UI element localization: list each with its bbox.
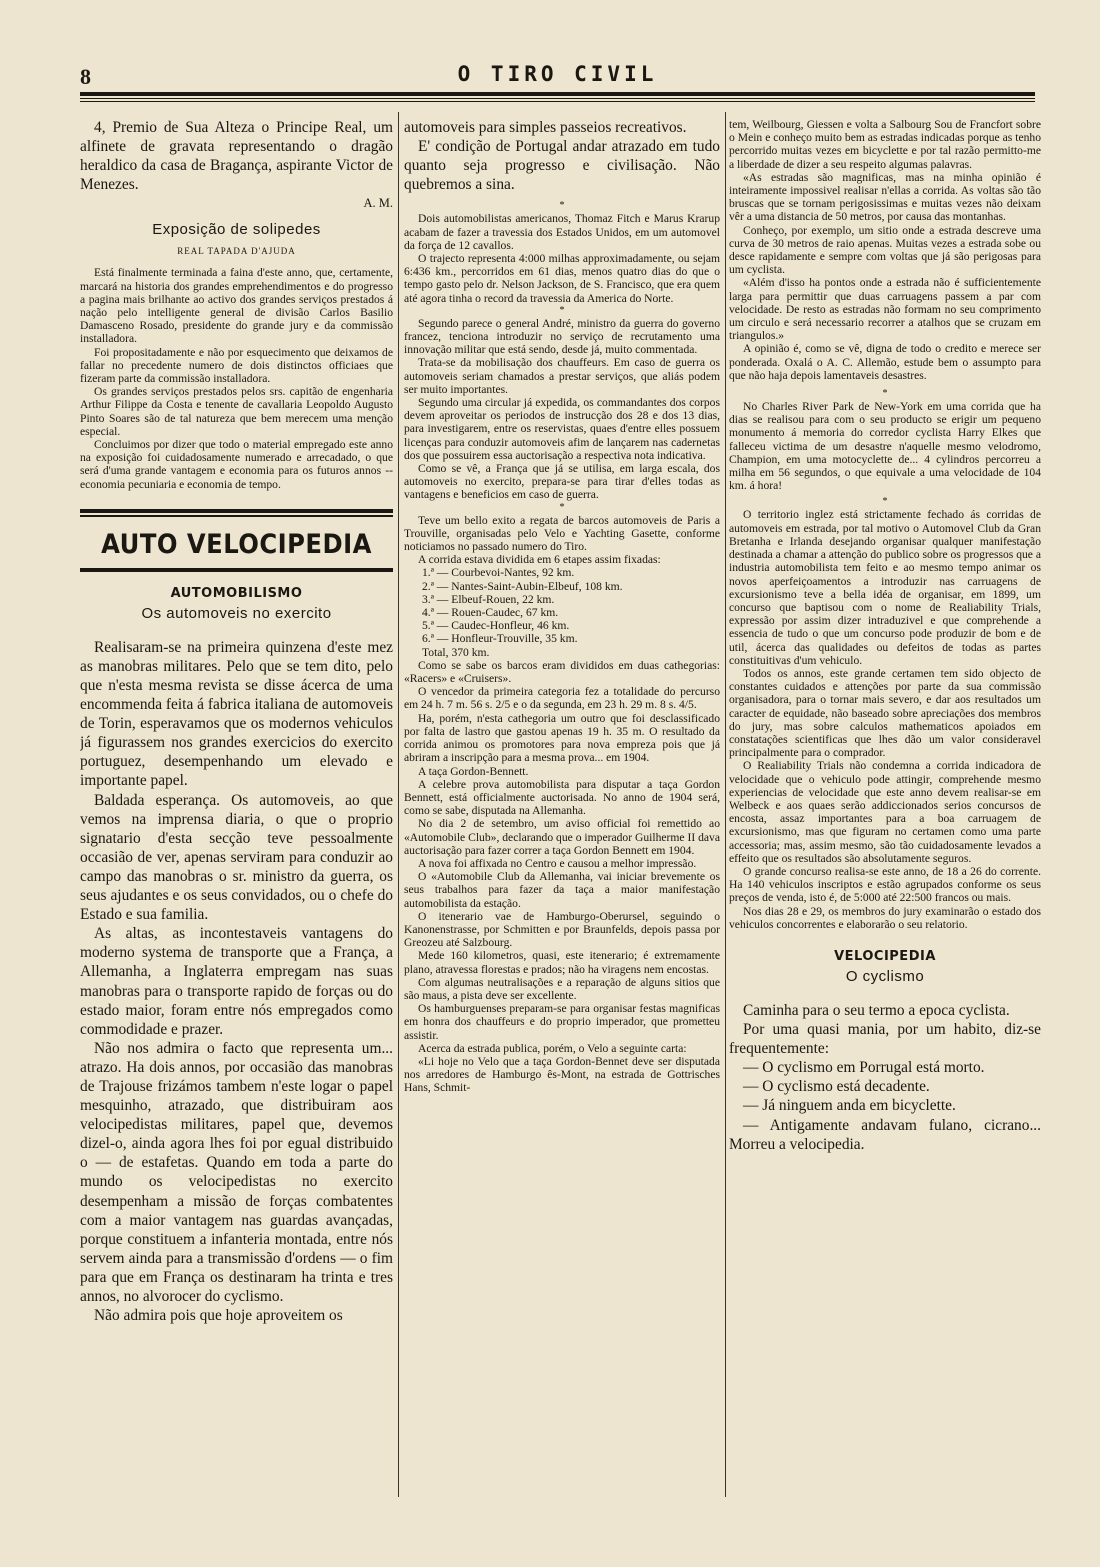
news-paragraph: O territorio inglez está strictamente fechado ás corridas de automoveis em estrada, por tal motivo o Automovel Club da Gran Bretanha e Irlanda desejando organisar qualquer manifestação destinada a chamar a attenção do publico sobre os progressos que a industria automobilista tem feito e ao mesmo tempo animar os novos aperfeiçoamentos a introduzir nas carruagens de excursionismo teve a bella idéa de organisar, em 1899, um concurso que baptisou com o nome de Realiability Trials, expressão por assim dizer intraduzivel e que comprehende a essencia de tudo o que um concurso pode produzir de bom e de util, ácerca das qualidades ou defeitos de todas as partes constituitivas d'um vehiculo. [729, 508, 1041, 667]
letter-paragraph: A opinião é, como se vê, digna de todo o credito e merece ser ponderada. Oxalá o A. C. Allemão, estude bem o assumpto para que não haja depois lamentaveis desastres. [729, 342, 1041, 382]
news-paragraph: O Realiability Trials não condemna a corrida indicadora de velocidade que o vehiculo pode attingir, comprehende mesmo experiencias de velocidade que este anno devem realisar-se em Welbeck e aos quaes serão addiccionados serios concursos de encosta, assaz importantes para a boa carruagem de excursionismo, mas que figuram no certamen como uma parte accessoria; mas, assim mesmo, são tão cuidadosamente levados a effeito que os resultados são absolutamente seguros. [729, 759, 1041, 865]
separator-star: * [882, 388, 888, 400]
column-3 [729, 118, 1041, 1513]
news-paragraph: A corrida estava dividida em 6 etapes assim fixadas: [418, 553, 661, 567]
news-paragraph: Os hamburguenses preparam-se para organisar festas magnificas em honra dos chauffeurs e do proprio imperador, que prometteu assistir. [404, 1002, 720, 1042]
stages-list [404, 566, 720, 658]
exposicao-paragraph: Foi propositadamente e não por esquecimento que deixamos de fallar no precedente numero de dois distinctos officiaes que fizeram parte da commissão installadora. [80, 345, 393, 385]
news-paragraph: Trata-se da mobilisação dos chauffeurs. Em caso de guerra os automoveis seriam chamados a prestar serviços, que aliás podem ser muito importantes. [404, 356, 720, 396]
article-title: Os automoveis no exercito [141, 604, 332, 622]
header-rule-thin-1 [80, 98, 1035, 99]
news-paragraph: Nos dias 28 e 29, os membros do jury examinarão o estado dos vehiculos concorrentes e elaborarão o seu relatorio. [729, 904, 1041, 931]
column-1 [80, 118, 393, 1513]
article-paragraph: E' condição de Portugal andar atrazado em tudo quanto seja progresso e civilisação. Não quebremos a sina. [404, 138, 720, 194]
stage-item: 5.ª — Caudec-Honfleur, 46 km. [422, 619, 570, 633]
news-paragraph: O vencedor da primeira categoria fez a totalidade do percurso em 24 h. 7 m. 56 s. 2/5 e o da segunda, em 23 h. 29 m. 8 s. 4/5. [404, 685, 720, 712]
news-paragraph: O grande concurso realisa-se este anno, de 18 a 26 do corrente. Ha 140 vehiculos inscriptos e estão agrupados conforme os seus preços de venda, isto é, de 5:000 até 22:500 francos ou mais. [729, 864, 1041, 905]
news-paragraph: A nova foi affixada no Centro e causou a melhor impressão. [418, 856, 697, 870]
news-paragraph: O itenerario vae de Hamburgo-Oberursel, seguindo o Kanonenstrasse, por Schmitten e por Braunfelds, depois passa por Greozeu até Salzbourg. [404, 909, 720, 950]
letter-paragraph: «As estradas são magnificas, mas na minha opinião é inteiramente impossivel realisar n'ellas a corrida. As voltas são tão bruscas que se tornam perigosissimas e muitas vezes não deixam vêr a uma distancia de 50 metros, por causa das montanhas. [729, 170, 1041, 224]
cyclismo-paragraph: Caminha para o seu termo a epoca cyclista. [743, 1001, 1010, 1019]
cyclismo-title: O cyclismo [845, 967, 925, 985]
signature: A. M. [363, 196, 393, 211]
news-paragraph: Todos os annos, este grande certamen tem sido objecto de constantes cuidados e attenções por parte da sua commissão organisadora, para o tornar mais severo, e dar aos resultados um caracter de equidade, não baseado sobre apreciações dos membros do jury, mas sobre calculos mathematicos apoiados em constatações scientificas que lhes dão um valor consideravel principalmente para o comprador. [729, 666, 1041, 760]
section-banner [80, 509, 393, 572]
news-paragraph: Com algumas neutralisações e a reparação de alguns sitios que são maus, a pista deve ser excellente. [404, 975, 720, 1002]
exposicao-subheading: REAL TAPADA D'AJUDA [177, 246, 296, 257]
news-paragraph: A taça Gordon-Bennett. [418, 764, 529, 778]
cyclismo-line: — O cyclismo em Porrugal está morto. [743, 1059, 985, 1077]
header-rule-thick [80, 92, 1035, 96]
cyclismo-line: — Antigamente andavam fulano, cicrano... Morreu a velocipedia. [729, 1116, 1041, 1153]
news-paragraph: Dois automobilistas americanos, Thomaz Fitch e Marus Krarup acabam de fazer a travessia dos Estados Unidos, em um automovel da força de 12 cavallos. [404, 212, 720, 252]
stage-item: 1.ª — Courbevoi-Nantes, 92 km. [422, 566, 575, 580]
news-paragraph: Ha, porém, n'esta cathegoria um outro que foi desclassificado por falta de lastro que gastou apenas 19 h. 35 m. O resultado da corrida animou os promotores para nova empreza pois que já abriram a inscripção para a mesma prova... em 1904. [404, 711, 720, 765]
column-2 [404, 118, 720, 1513]
letter-paragraph: «Além d'isso ha pontos onde a estrada não é sufficientemente larga para permittir que duas carruagens passem a par com velocidade. De resto as estradas não formam no seu comprimento um circulo e será necessario recorrer a atalhos que se cruzam em triangulos.» [729, 276, 1041, 343]
automobilismo-heading: AUTOMOBILISMO [170, 585, 303, 601]
news-paragraph: Como se vê, a França que já se utilisa, em larga escala, dos automoveis no exercito, prepara-se para tirar d'elles todas as vantagens e beneficios em caso de guerra. [404, 462, 720, 502]
column-divider-2 [725, 112, 726, 1497]
letter-paragraph: Conheço, por exemplo, um sitio onde a estrada descreve uma curva de 30 metros de raio apenas. Muitas vezes a estrada sobe ou desce rapidamente e sempre com voltas que já são perigosas para um cyclista. [729, 223, 1041, 277]
stage-item: 2.ª — Nantes-Saint-Aubin-Elbeuf, 108 km. [422, 579, 623, 593]
news-paragraph: A celebre prova automobilista para disputar a taça Gordon Bennett, está officialmente auctorisada. No anno de 1904 será, como se sabe, disputada na Allemanha. [404, 777, 720, 818]
stage-total: Total, 370 km. [422, 645, 490, 659]
letter-continuation: tem, Weilbourg, Giessen e volta a Salbourg Sou de Francfort sobre o Mein e conheço muito bem as estradas indicadas porque as tenho percorrido muitas vezes em bicyclette e por tal razão permitto-me a liberdade de dizer a seu respeito algumas palavras. [729, 118, 1041, 171]
news-paragraph: Segundo uma circular já expedida, os commandantes dos corpos devem aproveitar os periodos de instrucção dos 28 e dos 13 dias, para investigarem, entre os reservistas, quaes d'entre elles possuem licenças para conduzir automoveis afim de lançarem nas cadernetas dos que possuirem essa auctorisação a respectiva nota indicativa. [404, 396, 720, 462]
column-divider-1 [398, 112, 399, 1497]
news-paragraph: Acerca da estrada publica, porém, o Velo a seguinte carta: [418, 1041, 687, 1055]
news-paragraph: No Charles River Park de New-York em uma corrida que ha dias se realisou para com o seu producto se erigir um pequeno monumento á memoria do corredor cyclista Harry Elkes que falleceu victima de um desastre n'aquelle mesmo velodromo, Champion, em uma motocyclette de... 4 cylindros percorreu a milha em 56 segundos, o que equivale a uma velocidade de 104 km. á hora! [729, 400, 1041, 493]
exposicao-paragraph: Concluimos por dizer que todo o material empregado este anno na exposição foi cuidadosamente numerado e arrecadado, o que será d'uma grande vantagem e economia para os futuros annos -- economia pecuniaria e economia de tempo. [80, 438, 393, 491]
news-paragraph: O trajecto representa 4:000 milhas approximadamente, ou sejam 6:436 km., percorridos em 61 dias, menos quatro dias do que o tempo gasto pelo dr. Nelson Jackson, de S. Francisco, que era quem até agora tinha o record da travessia da America do Norte. [404, 251, 720, 305]
auto-velocipedia-heading: AUTO VELOCIPEDIA [101, 528, 372, 560]
separator-star: * [559, 304, 565, 316]
article-continuation: automoveis para simples passeios recreativos. [404, 119, 687, 136]
news-paragraph: Teve um bello exito a regata de barcos automoveis de Paris a Trouville, organisadas pelo Velo e Yachting Gasette, conforme noticiamos no passado numero do Tiro. [404, 513, 720, 554]
cyclismo-line: — O cyclismo está decadente. [743, 1078, 930, 1096]
velocipedia-heading: VELOCIPEDIA [834, 948, 936, 964]
news-paragraph: No dia 2 de setembro, um aviso official foi remettido ao «Automobile Club», declarando que o imperador Guilherme II dava auctorisação para fazer correr a taça Gordon Bennett em 1904. [404, 817, 720, 857]
news-paragraph: Como se sabe os barcos eram divididos em duas cathegorias: «Racers» e «Cruisers». [404, 658, 720, 686]
cyclismo-paragraph: Por uma quasi mania, por um habito, diz-se frequentemente: [729, 1021, 1041, 1058]
stage-item: 3.ª — Elbeuf-Rouen, 22 km. [422, 592, 555, 606]
exposicao-paragraph: Os grandes serviços prestados pelos srs. capitão de engenharia Arthur Filippe da Costa e tenente de cavallaria Leopoldo Augusto Pinto Soares são de tal natureza que bem merecem uma menção especial. [80, 385, 393, 438]
page-number: 8 [80, 64, 91, 89]
separator-star: * [559, 501, 565, 513]
banner-rule [80, 509, 393, 513]
separator-star: * [882, 496, 888, 508]
news-paragraph: Mede 160 kilometros, quasi, este itenerario; é extremamente plano, atravessa florestas e prados; não ha viragens nem encostas. [404, 949, 720, 976]
article-paragraph: Baldada esperança. Os automoveis, ao que vemos na imprensa diaria, o que o proprio signatario d'esta secção teve pessoalmente occasião de ver, apenas serviram para conduzir ao campo das manobras o sr. ministro da guerra, os seus ajudantes e os seus convidados, ou o chefe do Estado e sua familia. [80, 791, 393, 924]
banner-rule [80, 568, 393, 572]
stage-item: 4.ª — Rouen-Caudec, 67 km. [422, 606, 559, 620]
separator-star: * [559, 200, 565, 212]
news-paragraph: Segundo parece o general André, ministro da guerra do governo francez, tenciona introduzir no serviço de recrutamento uma innovação militar que está sendo, desde já, muito commentada. [404, 316, 720, 357]
newspaper-title: O TIRO CIVIL [457, 62, 658, 86]
article-paragraph: Realisaram-se na primeira quinzena d'este mez as manobras militares. Pelo que se tem dito, pelo que n'esta mesma revista se disse ácerca de uma encommenda feita á fabrica italiana de automoveis de Torin, esperavamos que os modernos vehiculos já figurassem nos grandes exercicios do exercito portuguez, desempenhando um elevado e importante papel. [80, 638, 393, 790]
stage-item: 6.ª — Honfleur-Trouville, 35 km. [422, 632, 578, 646]
cyclismo-line: — Já ninguem anda em bicyclette. [743, 1097, 956, 1115]
news-paragraph: O «Automobile Club da Allemanha, vai iniciar brevemente os seus trabalhos para fazer da taça a maior manifestação automobilista da estação. [404, 870, 720, 910]
prize-paragraph: 4, Premio de Sua Alteza o Principe Real, um alfinete de gravata representando o dragão heraldico da casa de Bragança, aspirante Victor de Menezes. [80, 119, 393, 194]
article-paragraph: Não admira pois que hoje aproveitem os [94, 1307, 343, 1325]
header-rule-thin-2 [80, 101, 1035, 102]
news-paragraph: «Li hoje no Velo que a taça Gordon-Bennet deve ser disputada nos arredores de Hamburgo ês-Mont, na estrada de Gottrisches Hans, Schmit- [404, 1054, 720, 1095]
article-paragraph: Não nos admira o facto que representa um... atrazo. Ha dois annos, por occasião das manobras de Trajouse frizámos tambem n'este logar o papel mesquinho, atrazado, que distribuiram aos velocipedistas militares, papel que, devemos dizel-o, ainda agora lhes foi por egual distribuido o — de estafetas. Quando em toda a parte do mundo os velocipedistas no exercito desempenham a missão de forças combatentes com a maior vantagem nas guardas avançadas, porque constituem a infanteria montada, entre nós servem ainda para a transmissão d'ordens — o fim para que em França os destinaram ha trinta e tres annos, no alvorocer do cyclismo. [80, 1039, 393, 1306]
article-paragraph: As altas, as incontestaveis vantagens do moderno systema de transporte que a França, a Allemanha, a Inglaterra empregam nas suas manobras para o transporte rapido de forças ou do estado maior, foram entre nós empregados como commodidade e prazer. [80, 925, 393, 1038]
exposicao-paragraph: Está finalmente terminada a faina d'este anno, que, certamente, marcará na historia dos grandes emprehendimentos e do progresso a pagina mais brilhante ao activo dos grandes serviços prestados á nação pelo intelligente general de divisão Carlos Basilio Damasceno Rosado, presidente do grande jury e da commissão installadora. [80, 266, 393, 346]
exposicao-heading: Exposição de solipedes [152, 221, 321, 239]
